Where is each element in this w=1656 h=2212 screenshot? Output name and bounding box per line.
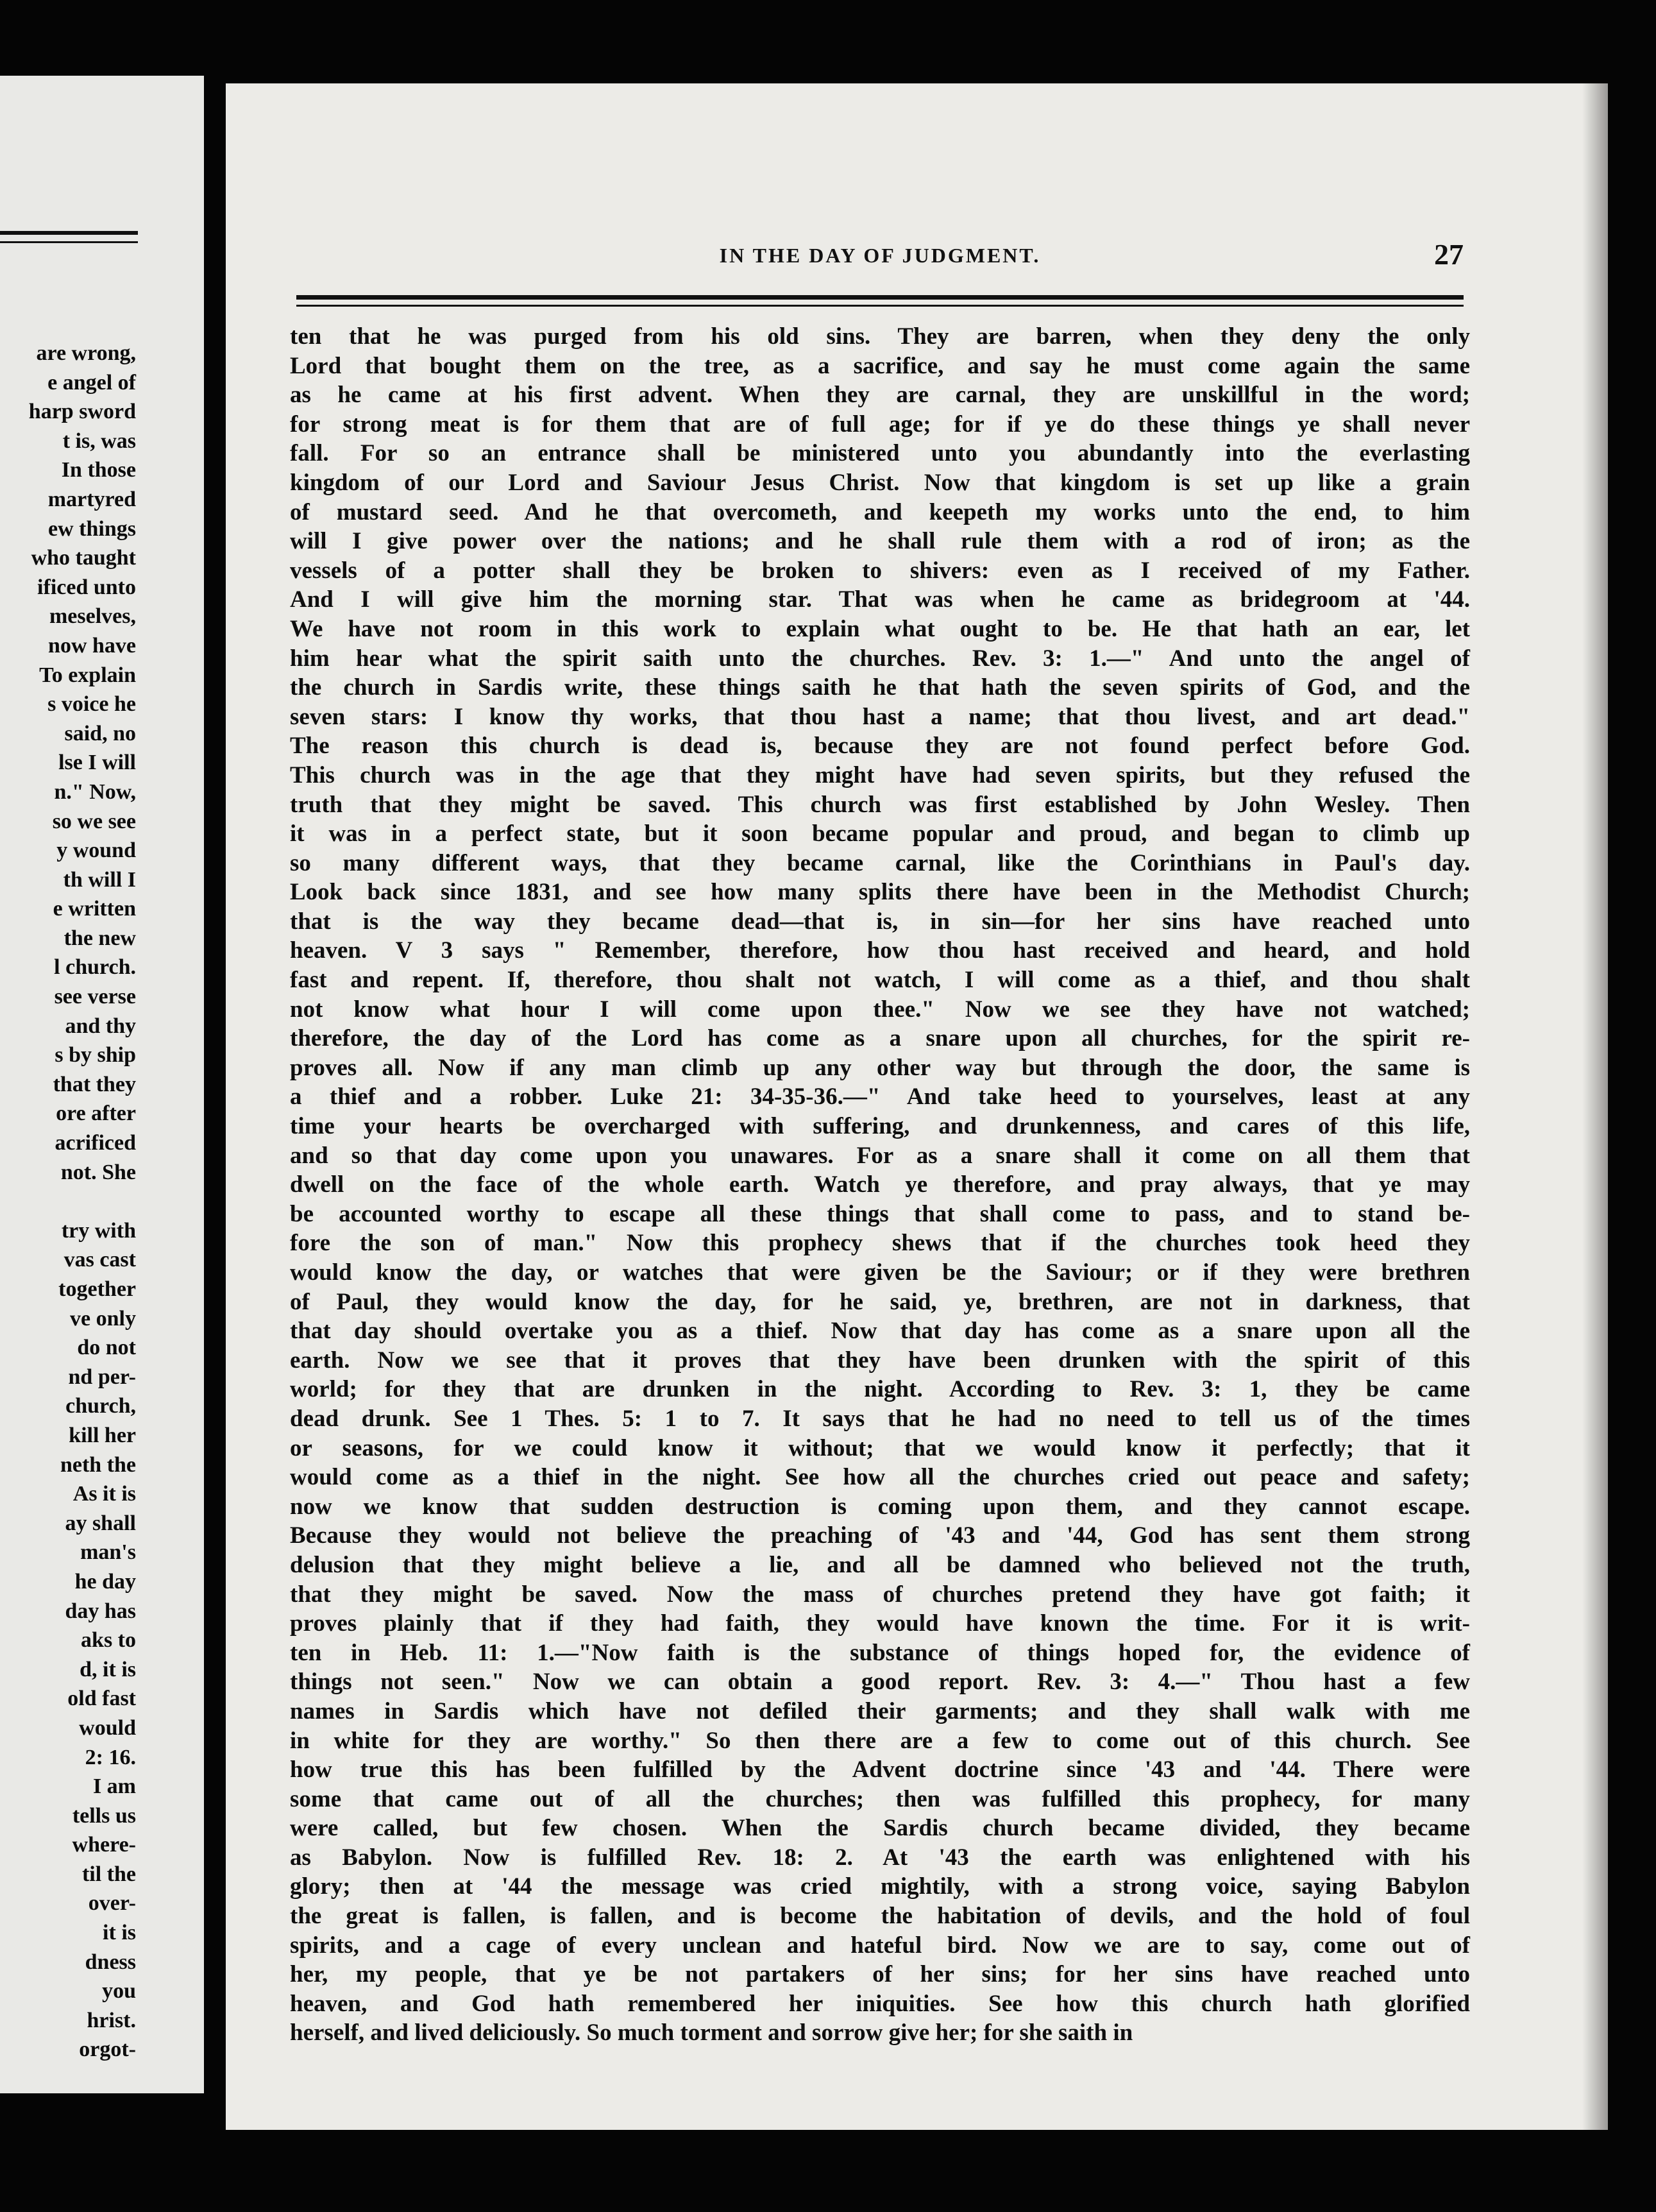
running-title: IN THE DAY OF JUDGMENT.: [719, 244, 1041, 267]
facing-page-line: martyred: [47, 487, 136, 511]
facing-page-line: try with: [61, 1218, 136, 1243]
facing-page-line: do not: [77, 1336, 136, 1360]
text-line: And I will give him the morning star. That was when he came as bridegroom at '44.: [290, 586, 1470, 613]
facing-page-line: I am: [92, 1774, 136, 1799]
facing-page-line: it is: [103, 1921, 136, 1945]
text-line: that day should overtake you as a thief. Now that day has come as a snare upon all the: [290, 1318, 1470, 1345]
facing-page-line: harp sword: [28, 400, 136, 424]
text-line: herself, and lived deliciously. So much torment and sorrow give her; for she saith in: [290, 2020, 1133, 2046]
facing-page-line: ve only: [70, 1306, 136, 1331]
facing-page-line: As it is: [72, 1482, 136, 1506]
text-line: glory; then at '44 the message was cried mightily, with a strong voice, saying Babylon: [290, 1873, 1470, 1900]
text-line: proves plainly that if they had faith, they would have known the time. For it is writ-: [290, 1610, 1470, 1637]
text-line: would know the day, or watches that were given be the Saviour; or if they were brethren: [290, 1259, 1470, 1286]
text-line: how true this has been fulfilled by the Advent doctrine since '43 and '44. There were: [290, 1757, 1470, 1783]
text-line: as he came at his first advent. When they are carnal, they are unskillful in the word;: [290, 382, 1470, 409]
text-line: for strong meat is for them that are of full age; for if ye do these things ye shall never: [290, 411, 1470, 438]
facing-page-line: ay shall: [65, 1511, 136, 1535]
facing-page-line: kill her: [69, 1423, 136, 1447]
text-line: would come as a thief in the night. See how all the churches cried out peace and safety;: [290, 1464, 1470, 1491]
text-line: and so that day come upon you unawares. For as a snare shall it come on all them that: [290, 1142, 1470, 1169]
facing-page-line: y wound: [56, 838, 136, 863]
text-line: Look back since 1831, and see how many splits there have been in the Methodist Church;: [290, 879, 1470, 906]
text-line: spirits, and a cage of every unclean and hateful bird. Now we are to say, come out of: [290, 1932, 1470, 1959]
facing-page-text-column: [0, 339, 136, 2064]
page-number: 27: [1434, 238, 1464, 271]
text-line: that is the way they became dead—that is, in sin—for her sins have reached unto: [290, 908, 1470, 935]
text-line: Lord that bought them on the tree, as a sacrifice, and say he must come again the same: [290, 352, 1470, 379]
facing-page-line: are wrong,: [36, 341, 136, 365]
text-line: dwell on the face of the whole earth. Watch ye therefore, and pray always, that ye may: [290, 1171, 1470, 1198]
text-line: delusion that they might believe a lie, and all be damned who believed not the truth,: [290, 1551, 1470, 1578]
facing-page-line: In those: [61, 458, 136, 482]
facing-page-line: so we see: [52, 809, 136, 833]
facing-page-line: [0, 1187, 136, 1216]
text-line: of Paul, they would know the day, for he said, ye, brethren, are not in darkness, that: [290, 1288, 1470, 1315]
facing-page-line: who taught: [31, 546, 136, 570]
page-27: [226, 83, 1608, 2130]
text-line: things not seen." Now we can obtain a good report. Rev. 3: 4.—" Thou hast a few: [290, 1669, 1470, 1696]
text-line: dead drunk. See 1 Thes. 5: 1 to 7. It says that he had no need to tell us of the times: [290, 1405, 1470, 1432]
facing-page-line: s by ship: [55, 1043, 136, 1068]
facing-page-line: neth the: [60, 1452, 136, 1477]
facing-page-line: l church.: [54, 955, 136, 980]
text-line: not know what hour I will come upon thee." Now we see they have not watched;: [290, 996, 1470, 1023]
facing-page-line: To explain: [39, 663, 136, 687]
facing-page-line: dness: [85, 1950, 136, 1974]
facing-page-line: th will I: [63, 867, 136, 892]
text-line: therefore, the day of the Lord has come as a snare upon all churches, for the spirit re-: [290, 1025, 1470, 1052]
facing-page-line: where-: [72, 1833, 136, 1857]
facing-page-line: e written: [53, 897, 136, 921]
facing-page-line: orgot-: [79, 2038, 136, 2062]
facing-page-line: would: [79, 1715, 136, 1740]
facing-page-line: til the: [81, 1862, 136, 1886]
facing-page-line: nd per-: [68, 1365, 136, 1389]
text-line: now we know that sudden destruction is coming upon them, and they cannot escape.: [290, 1493, 1470, 1520]
facing-page-line: now have: [48, 633, 136, 658]
text-line: as Babylon. Now is fulfilled Rev. 18: 2. At '43 the earth was enlightened with his: [290, 1844, 1470, 1871]
facing-page-line: together: [58, 1277, 136, 1301]
facing-page-line: not. She: [60, 1160, 136, 1184]
text-line: her, my people, that ye be not partakers of her sins; for her sins have reached unto: [290, 1961, 1470, 1988]
text-line: will I give power over the nations; and he shall rule them with a rod of iron; as the: [290, 528, 1470, 555]
text-line: Because they would not believe the preaching of '43 and '44, God has sent them strong: [290, 1522, 1470, 1549]
text-line: fast and repent. If, therefore, thou shalt not watch, I will come as a thief, and thou shalt: [290, 967, 1470, 994]
facing-page-line: he day: [74, 1569, 136, 1594]
text-line: were called, but few chosen. When the Sardis church became divided, they became: [290, 1815, 1470, 1842]
facing-page-line: 2: 16.: [85, 1745, 136, 1769]
text-line: that they might be saved. Now the mass of churches pretend they have got faith; it: [290, 1581, 1470, 1608]
facing-page-rule-thin: [0, 241, 138, 243]
header-rule-thin: [296, 305, 1464, 307]
text-line: or seasons, for we could know it without; that we would know it perfectly; that it: [290, 1434, 1470, 1461]
text-line: We have not room in this work to explain what ought to be. He that hath an ear, let: [290, 615, 1470, 642]
text-line: kingdom of our Lord and Saviour Jesus Christ. Now that kingdom is set up like a grain: [290, 469, 1470, 496]
body-text: [290, 322, 1470, 2048]
facing-page-line: ew things: [48, 516, 136, 541]
book-gutter: [204, 71, 226, 2136]
text-line: earth. Now we see that it proves that they have been drunken with the spirit of this: [290, 1347, 1470, 1374]
text-line: the great is fallen, is fallen, and is become the habitation of devils, and the hold of foul: [290, 1903, 1470, 1930]
facing-page-line: and thy: [65, 1014, 136, 1038]
text-line: truth that they might be saved. This church was first established by John Wesley. Then: [290, 791, 1470, 818]
facing-page-line: hrist.: [87, 2008, 136, 2032]
facing-page-line: aks to: [81, 1628, 136, 1653]
text-line: ten in Heb. 11: 1.—"Now faith is the substance of things hoped for, the evidence of: [290, 1639, 1470, 1666]
facing-page-line: s voice he: [47, 692, 136, 717]
text-line: proves all. Now if any man climb up any other way but through the door, the same is: [290, 1054, 1470, 1081]
facing-page-line: the new: [63, 926, 136, 950]
facing-page-line: meselves,: [49, 604, 136, 629]
facing-page-line: that they: [53, 1072, 136, 1096]
text-line: it was in a perfect state, but it soon became popular and proud, and began to climb up: [290, 821, 1470, 847]
text-line: names in Sardis which have not defiled their garments; and they shall walk with me: [290, 1697, 1470, 1724]
text-line: so many different ways, that they became carnal, like the Corinthians in Paul's day.: [290, 849, 1470, 876]
facing-page-line: man's: [80, 1540, 136, 1565]
text-line: seven stars: I know thy works, that thou hast a name; that thou livest, and art dead.": [290, 703, 1470, 730]
facing-page-line: ificed unto: [37, 575, 136, 599]
text-line: heaven, and God hath remembered her iniquities. See how this church hath glorified: [290, 1990, 1470, 2017]
facing-page-line: d, it is: [80, 1657, 136, 1681]
facing-page-line: see verse: [54, 985, 136, 1009]
text-line: a thief and a robber. Luke 21: 34-35-36.—" And take heed to yourselves, least at any: [290, 1084, 1470, 1110]
header-rule-thick: [296, 295, 1464, 300]
text-line: the church in Sardis write, these things saith he that hath the seven spirits of God, and the: [290, 674, 1470, 701]
facing-page-line: over-: [88, 1891, 136, 1916]
facing-page-line: day has: [65, 1599, 136, 1623]
text-line: ten that he was purged from his old sins. They are barren, when they deny the only: [290, 323, 1470, 350]
facing-page-line: church,: [65, 1394, 136, 1418]
text-line: some that came out of all the churches; then was fulfilled this prophecy, for many: [290, 1785, 1470, 1812]
text-line: heaven. V 3 says " Remember, therefore, how thou hast received and heard, and hold: [290, 937, 1470, 964]
text-line: fall. For so an entrance shall be ministered unto you abundantly into the everlasting: [290, 440, 1470, 467]
text-line: The reason this church is dead is, because they are not found perfect before God.: [290, 733, 1470, 760]
text-line: be accounted worthy to escape all these things that shall come to pass, and to stand be-: [290, 1200, 1470, 1227]
text-line: in white for they are worthy." So then there are a few to come out of this church. See: [290, 1727, 1470, 1754]
facing-page-line: lse I will: [58, 751, 136, 775]
facing-page-rule: [0, 231, 138, 235]
text-line: world; for they that are drunken in the night. According to Rev. 3: 1, they be came: [290, 1376, 1470, 1403]
text-line: This church was in the age that they might have had seven spirits, but they refused the: [290, 761, 1470, 788]
facing-page-line: e angel of: [47, 370, 136, 395]
facing-page-line: tells us: [72, 1803, 136, 1828]
facing-page-line: t is, was: [62, 429, 136, 453]
facing-page-line: ore after: [56, 1102, 136, 1126]
text-line: vessels of a potter shall they be broken to shivers: even as I received of my Father.: [290, 557, 1470, 584]
page-header: [296, 238, 1464, 276]
text-line: time your hearts be overcharged with suffering, and drunkenness, and cares of this life,: [290, 1113, 1470, 1140]
facing-page-line: said, no: [64, 721, 136, 745]
facing-page-line: old fast: [67, 1687, 136, 1711]
text-line: fore the son of man." Now this prophecy shews that if the churches took heed they: [290, 1230, 1470, 1257]
facing-page-line: you: [102, 1979, 136, 2004]
facing-page-line: acrificed: [55, 1131, 136, 1155]
text-line: him hear what the spirit saith unto the churches. Rev. 3: 1.—" And unto the angel of: [290, 645, 1470, 672]
facing-page-line: n." Now,: [54, 779, 136, 804]
facing-page-fragment: [0, 76, 204, 2093]
text-line: of mustard seed. And he that overcometh, and keepeth my works unto the end, to him: [290, 498, 1470, 525]
facing-page-line: vas cast: [63, 1248, 136, 1272]
